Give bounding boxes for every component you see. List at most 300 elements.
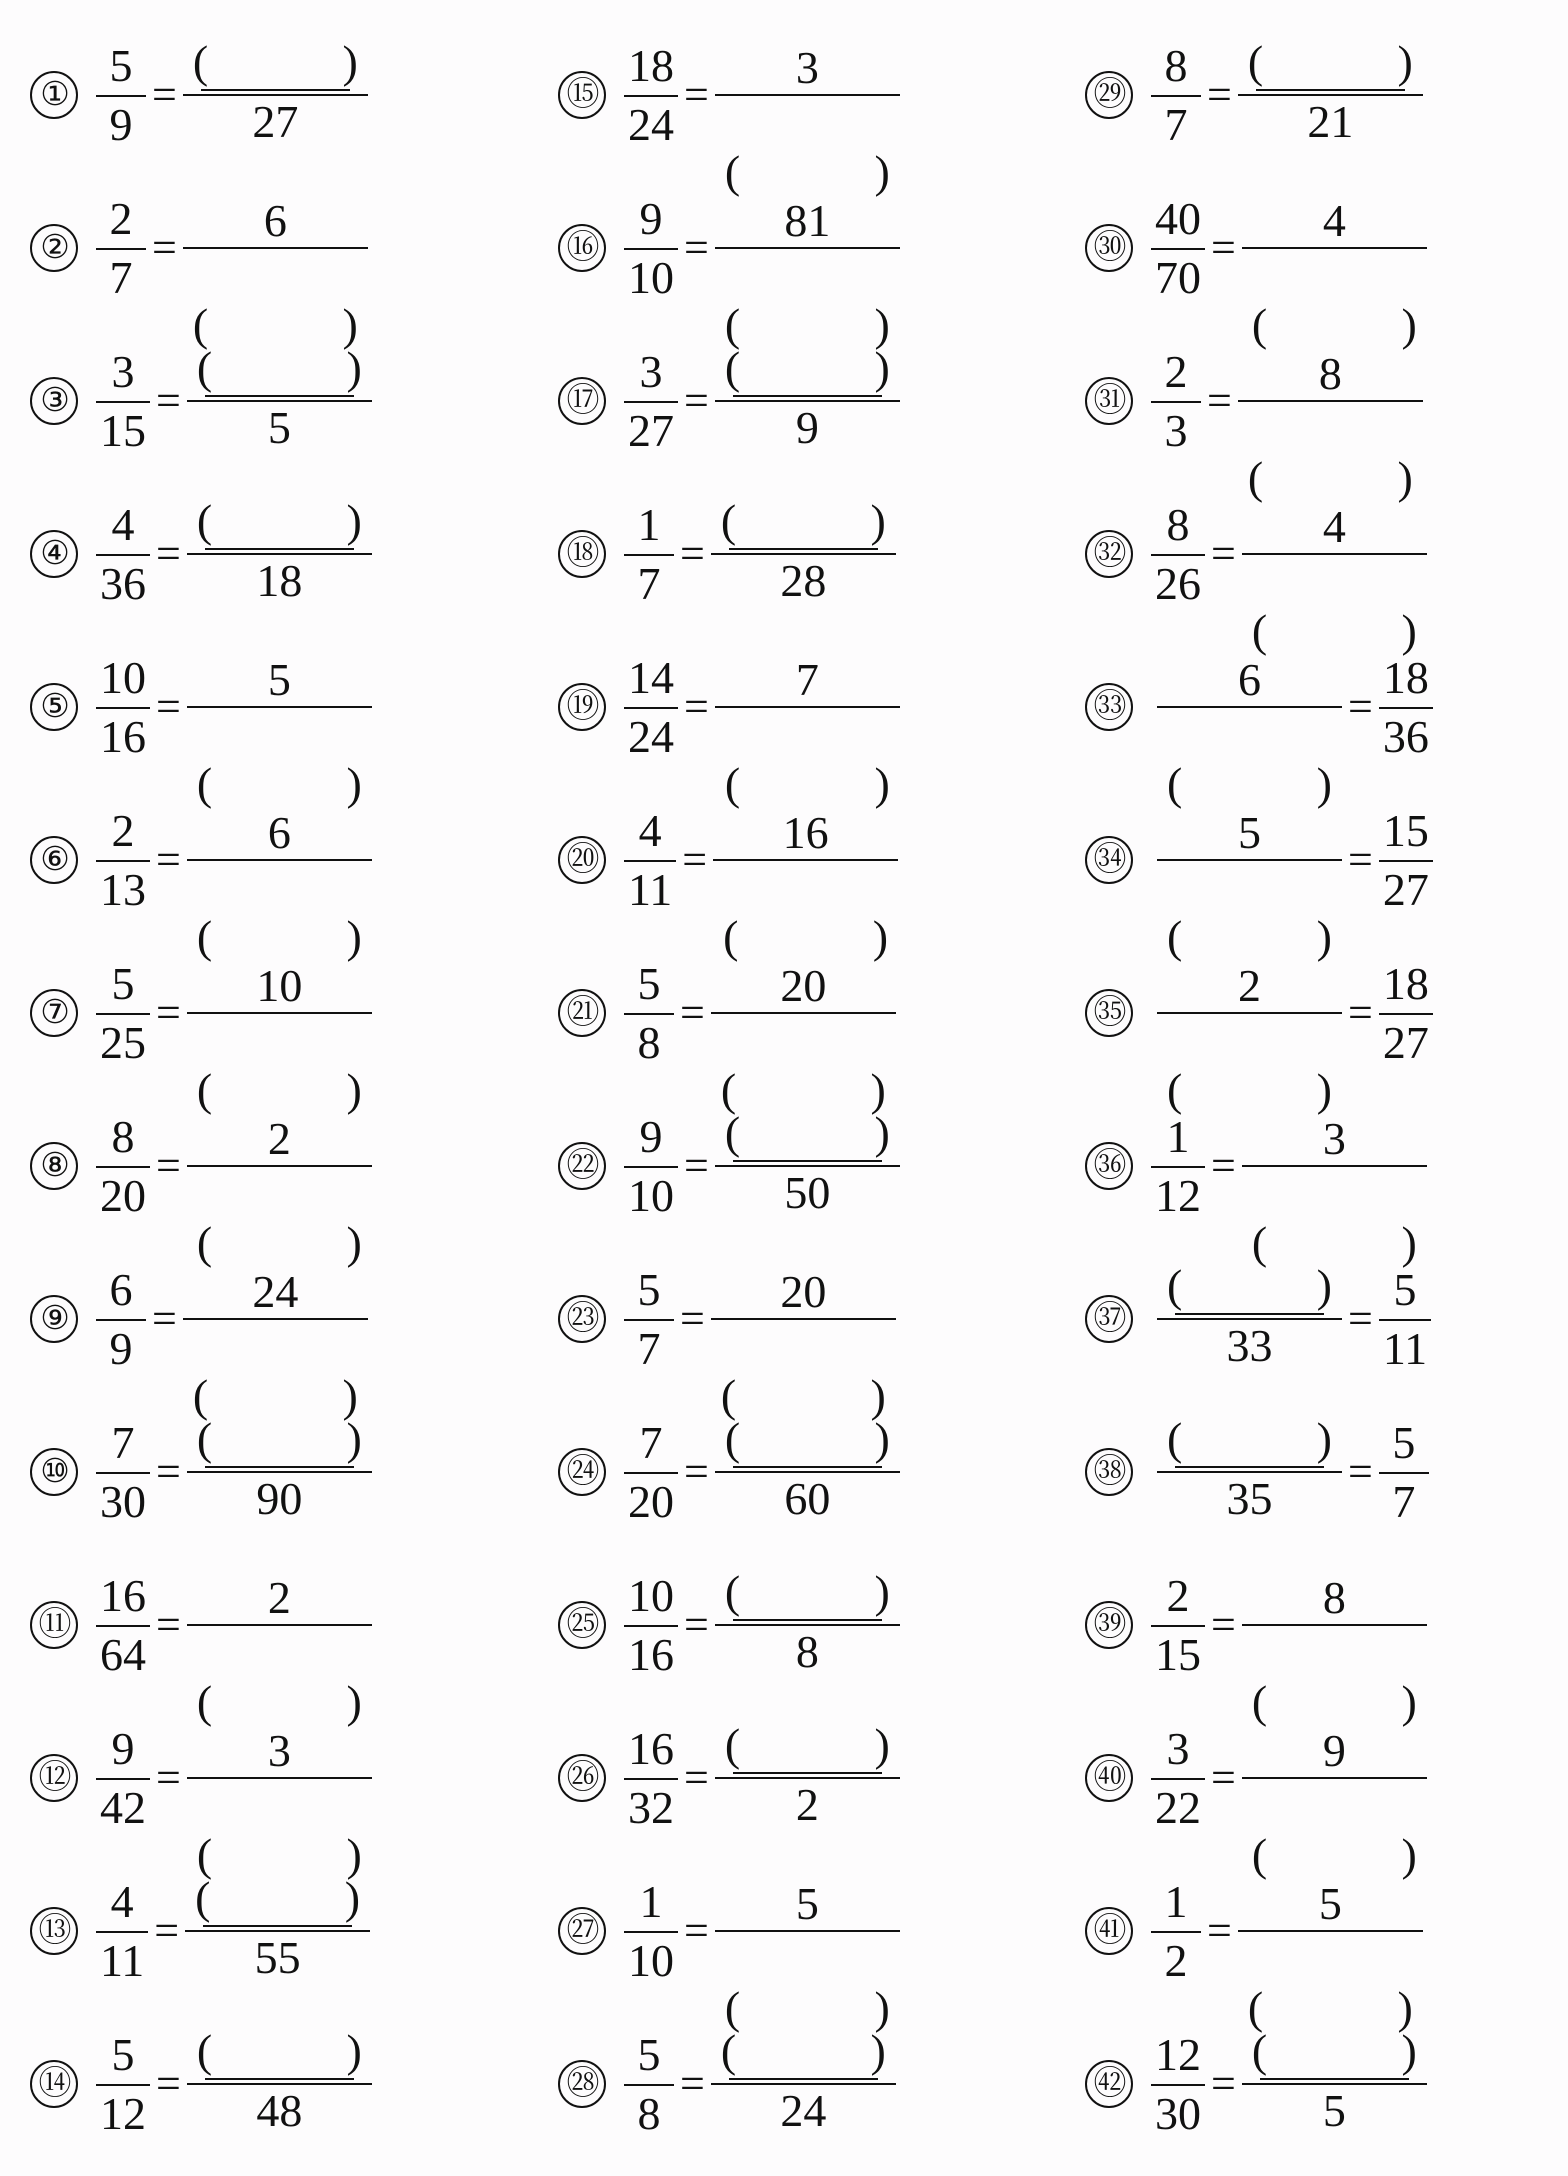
fraction-bar bbox=[187, 859, 372, 861]
problem-8 bbox=[30, 1101, 510, 1268]
problem-32 bbox=[1085, 489, 1565, 656]
close-paren: ) bbox=[342, 36, 358, 87]
open-paren: ( bbox=[724, 1413, 741, 1464]
known-denominator: 50 bbox=[784, 1167, 831, 1218]
known-numerator: 3 bbox=[267, 1725, 291, 1776]
given-numerator: 3 bbox=[639, 345, 663, 397]
fraction-bar bbox=[96, 1778, 150, 1780]
equals-sign: = bbox=[1211, 1753, 1236, 1802]
given-fraction bbox=[624, 1722, 678, 1833]
open-paren: ( bbox=[196, 1829, 213, 1880]
fraction-bar bbox=[1151, 2084, 1205, 2086]
close-paren: ) bbox=[346, 1217, 362, 1268]
problem-25 bbox=[558, 1560, 1038, 1690]
open-paren: ( bbox=[1247, 452, 1264, 503]
fraction-bar bbox=[1238, 1930, 1423, 1932]
problem-30 bbox=[1085, 183, 1565, 350]
problem-number: ⑱ bbox=[558, 530, 606, 578]
problem-41 bbox=[1085, 1866, 1565, 2033]
known-denominator: 27 bbox=[252, 96, 299, 147]
fraction-bar bbox=[624, 1778, 678, 1780]
fraction-bar bbox=[1379, 1319, 1431, 1321]
answer-fraction bbox=[1157, 645, 1342, 809]
blank-underline bbox=[205, 548, 354, 550]
answer-fraction bbox=[715, 1563, 900, 1687]
open-paren: ( bbox=[1167, 758, 1183, 809]
problem-number: ⑯ bbox=[558, 224, 606, 272]
close-paren: ) bbox=[1316, 1413, 1332, 1464]
fraction-bar bbox=[624, 248, 678, 250]
known-numerator: 2 bbox=[267, 1572, 291, 1623]
problem-number: ㊴ bbox=[1085, 1601, 1133, 1649]
equals-sign: = bbox=[1207, 70, 1232, 119]
equals-sign: = bbox=[156, 2059, 181, 2108]
fraction-bar bbox=[183, 247, 368, 249]
given-numerator: 4 bbox=[638, 804, 662, 856]
problem-4 bbox=[30, 489, 510, 619]
given-fraction bbox=[1151, 1875, 1201, 1986]
fraction-bar bbox=[624, 1013, 674, 1015]
open-paren: ( bbox=[196, 1217, 213, 1268]
answer-fraction bbox=[1238, 339, 1423, 503]
close-paren: ) bbox=[1316, 758, 1332, 809]
known-denominator: 24 bbox=[780, 2085, 827, 2136]
open-paren: ( bbox=[192, 299, 209, 350]
close-paren: ) bbox=[1401, 1676, 1417, 1727]
answer-fraction bbox=[187, 1410, 372, 1534]
close-paren: ) bbox=[346, 911, 362, 962]
problem-21 bbox=[558, 948, 1038, 1115]
given-fraction bbox=[1151, 1110, 1205, 1221]
blank-underline bbox=[1260, 2078, 1409, 2080]
given-numerator: 5 bbox=[1393, 1263, 1417, 1315]
known-numerator: 10 bbox=[256, 960, 303, 1011]
answer-fraction bbox=[187, 1716, 372, 1880]
problem-number: ① bbox=[30, 71, 78, 119]
problem-number: ㊲ bbox=[1085, 1295, 1133, 1343]
fraction-bar bbox=[715, 1930, 900, 1932]
known-numerator: 16 bbox=[782, 807, 829, 858]
open-paren: ( bbox=[192, 1370, 209, 1421]
known-numerator: 20 bbox=[780, 960, 827, 1011]
close-paren: ) bbox=[1401, 1829, 1417, 1880]
close-paren: ) bbox=[346, 342, 362, 393]
close-paren: ) bbox=[344, 1872, 361, 1923]
open-paren: ( bbox=[724, 1719, 741, 1770]
open-paren: ( bbox=[724, 342, 741, 393]
known-denominator: 60 bbox=[784, 1473, 831, 1524]
known-numerator: 5 bbox=[795, 1878, 819, 1929]
equals-sign: = bbox=[152, 223, 177, 272]
equals-sign: = bbox=[684, 376, 709, 425]
close-paren: ) bbox=[346, 2025, 362, 2076]
given-numerator: 4 bbox=[110, 1875, 134, 1927]
given-numerator: 16 bbox=[100, 1569, 146, 1621]
given-fraction bbox=[624, 1110, 678, 1221]
problem-number: ⑦ bbox=[30, 989, 78, 1037]
blank-underline bbox=[729, 2078, 878, 2080]
fraction-bar bbox=[96, 554, 150, 556]
problem-28 bbox=[558, 2019, 1038, 2149]
answer-fraction bbox=[183, 33, 368, 157]
open-paren: ( bbox=[724, 299, 741, 350]
answer-fraction bbox=[715, 645, 900, 809]
close-paren: ) bbox=[346, 758, 362, 809]
open-paren: ( bbox=[1247, 36, 1264, 87]
problem-number: ㉓ bbox=[558, 1295, 606, 1343]
problem-15 bbox=[558, 30, 1038, 197]
problem-number: ⑥ bbox=[30, 836, 78, 884]
given-denominator: 3 bbox=[1164, 404, 1188, 456]
given-denominator: 25 bbox=[100, 1016, 146, 1068]
fraction-bar bbox=[715, 706, 900, 708]
equals-sign: = bbox=[680, 988, 705, 1037]
equals-sign: = bbox=[156, 376, 181, 425]
answer-fraction bbox=[715, 1104, 900, 1228]
equals-sign: = bbox=[156, 529, 181, 578]
problem-number: ⑧ bbox=[30, 1142, 78, 1190]
problem-10 bbox=[30, 1407, 510, 1537]
fraction-bar bbox=[96, 1931, 148, 1933]
fraction-bar bbox=[1379, 1472, 1429, 1474]
problem-number: ㊶ bbox=[1085, 1907, 1133, 1955]
given-denominator: 10 bbox=[628, 1934, 674, 1986]
given-numerator: 9 bbox=[111, 1722, 135, 1774]
equals-sign: = bbox=[154, 1906, 180, 1955]
answer-fraction bbox=[187, 951, 372, 1115]
equals-sign: = bbox=[152, 1294, 177, 1343]
answer-fraction bbox=[187, 1104, 372, 1268]
problem-number: ⑬ bbox=[30, 1907, 78, 1955]
close-paren: ) bbox=[870, 2025, 886, 2076]
problem-number: ③ bbox=[30, 377, 78, 425]
problem-14 bbox=[30, 2019, 510, 2149]
close-paren: ) bbox=[874, 1566, 890, 1617]
given-numerator: 2 bbox=[1164, 345, 1188, 397]
open-paren: ( bbox=[724, 758, 741, 809]
fraction-bar bbox=[1379, 860, 1433, 862]
given-denominator: 7 bbox=[109, 251, 133, 303]
answer-fraction bbox=[185, 1869, 370, 1993]
equals-sign: = bbox=[684, 1141, 709, 1190]
given-fraction bbox=[624, 1569, 678, 1680]
problem-1 bbox=[30, 30, 510, 160]
problem-number: ㉚ bbox=[1085, 224, 1133, 272]
given-denominator: 16 bbox=[628, 1628, 674, 1680]
equals-sign: = bbox=[1211, 1600, 1236, 1649]
fraction-bar bbox=[1151, 1778, 1205, 1780]
given-fraction bbox=[1379, 651, 1433, 762]
answer-fraction bbox=[183, 1257, 368, 1421]
given-fraction bbox=[624, 957, 674, 1068]
given-numerator: 2 bbox=[111, 804, 135, 856]
fraction-bar bbox=[624, 95, 678, 97]
given-denominator: 12 bbox=[1155, 1169, 1201, 1221]
known-numerator: 2 bbox=[267, 1113, 291, 1164]
fraction-bar bbox=[1379, 1013, 1433, 1015]
given-fraction bbox=[96, 804, 150, 915]
given-denominator: 16 bbox=[100, 710, 146, 762]
given-numerator: 5 bbox=[1392, 1416, 1416, 1468]
fraction-bar bbox=[187, 1012, 372, 1014]
problem-13 bbox=[30, 1866, 510, 1996]
given-denominator: 11 bbox=[1382, 1322, 1428, 1374]
given-numerator: 18 bbox=[1382, 957, 1429, 1009]
problem-26 bbox=[558, 1713, 1038, 1843]
given-fraction bbox=[1151, 39, 1201, 150]
given-denominator: 11 bbox=[100, 1934, 145, 1986]
known-numerator: 3 bbox=[1322, 1113, 1346, 1164]
blank-underline bbox=[729, 548, 878, 550]
given-denominator: 7 bbox=[637, 1322, 661, 1374]
problem-number: ⑰ bbox=[558, 377, 606, 425]
given-fraction bbox=[1379, 804, 1433, 915]
given-fraction bbox=[624, 2028, 674, 2139]
fraction-bar bbox=[1242, 1624, 1427, 1626]
open-paren: ( bbox=[720, 495, 737, 546]
fraction-bar bbox=[187, 1165, 372, 1167]
problem-17 bbox=[558, 336, 1038, 466]
given-denominator: 70 bbox=[1155, 251, 1201, 303]
open-paren: ( bbox=[1167, 1260, 1183, 1311]
given-numerator: 2 bbox=[1166, 1569, 1190, 1621]
given-numerator: 7 bbox=[111, 1416, 135, 1468]
open-paren: ( bbox=[196, 342, 213, 393]
given-fraction bbox=[1379, 1416, 1429, 1527]
known-numerator: 5 bbox=[1238, 807, 1261, 858]
problem-36 bbox=[1085, 1101, 1565, 1268]
known-numerator: 6 bbox=[267, 807, 291, 858]
equals-sign: = bbox=[684, 1600, 709, 1649]
given-numerator: 1 bbox=[1164, 1875, 1188, 1927]
fraction-bar bbox=[715, 247, 900, 249]
given-fraction bbox=[624, 1875, 678, 1986]
given-numerator: 5 bbox=[109, 39, 133, 91]
fraction-bar bbox=[1157, 706, 1342, 708]
open-paren: ( bbox=[196, 1064, 213, 1115]
problem-number: ㉑ bbox=[558, 989, 606, 1037]
fraction-bar bbox=[96, 248, 146, 250]
blank-underline bbox=[1175, 1466, 1324, 1468]
open-paren: ( bbox=[1251, 299, 1268, 350]
equals-sign: = bbox=[156, 988, 181, 1037]
given-numerator: 5 bbox=[111, 957, 135, 1009]
problem-number: ② bbox=[30, 224, 78, 272]
known-denominator: 55 bbox=[254, 1932, 301, 1983]
close-paren: ) bbox=[874, 299, 890, 350]
given-numerator: 9 bbox=[639, 1110, 663, 1162]
fraction-bar bbox=[624, 1931, 678, 1933]
close-paren: ) bbox=[346, 1064, 362, 1115]
known-numerator: 4 bbox=[1322, 195, 1346, 246]
problem-38 bbox=[1085, 1407, 1565, 1537]
given-numerator: 3 bbox=[111, 345, 135, 397]
given-numerator: 16 bbox=[628, 1722, 674, 1774]
equals-sign: = bbox=[1207, 376, 1232, 425]
known-numerator: 2 bbox=[1238, 960, 1261, 1011]
answer-fraction bbox=[187, 798, 372, 962]
given-numerator: 6 bbox=[109, 1263, 133, 1315]
equals-sign: = bbox=[152, 70, 177, 119]
problem-22 bbox=[558, 1101, 1038, 1231]
problem-23 bbox=[558, 1254, 1038, 1421]
equals-sign: = bbox=[1348, 988, 1373, 1037]
fraction-bar bbox=[1238, 400, 1423, 402]
answer-fraction bbox=[1157, 1410, 1342, 1534]
given-numerator: 1 bbox=[637, 498, 661, 550]
close-paren: ) bbox=[346, 1829, 362, 1880]
problem-number: ㉞ bbox=[1085, 836, 1133, 884]
answer-fraction bbox=[187, 339, 372, 463]
given-fraction bbox=[96, 1569, 150, 1680]
fraction-bar bbox=[96, 1013, 150, 1015]
problem-number: ⑤ bbox=[30, 683, 78, 731]
problem-11 bbox=[30, 1560, 510, 1727]
given-numerator: 5 bbox=[637, 2028, 661, 2080]
known-numerator: 7 bbox=[795, 654, 819, 705]
answer-fraction bbox=[1157, 798, 1342, 962]
problem-number: ㉛ bbox=[1085, 377, 1133, 425]
problem-40 bbox=[1085, 1713, 1565, 1880]
close-paren: ) bbox=[874, 1413, 890, 1464]
answer-fraction bbox=[187, 1563, 372, 1727]
problem-number: ㉖ bbox=[558, 1754, 606, 1802]
given-fraction bbox=[1151, 1722, 1205, 1833]
answer-fraction bbox=[711, 1257, 896, 1421]
answer-fraction bbox=[1238, 33, 1423, 157]
problem-number: ⑲ bbox=[558, 683, 606, 731]
known-denominator: 48 bbox=[256, 2085, 303, 2136]
problem-7 bbox=[30, 948, 510, 1115]
given-denominator: 8 bbox=[637, 2087, 661, 2139]
given-numerator: 3 bbox=[1166, 1722, 1190, 1774]
fraction-bar bbox=[1151, 95, 1201, 97]
equals-sign: = bbox=[156, 682, 181, 731]
close-paren: ) bbox=[1316, 1260, 1332, 1311]
equals-sign: = bbox=[156, 835, 181, 884]
given-fraction bbox=[624, 804, 676, 915]
given-numerator: 9 bbox=[639, 192, 663, 244]
answer-fraction bbox=[715, 186, 900, 350]
open-paren: ( bbox=[724, 1982, 741, 2033]
problem-number: ㉘ bbox=[558, 2060, 606, 2108]
close-paren: ) bbox=[1401, 1217, 1417, 1268]
given-numerator: 8 bbox=[1166, 498, 1190, 550]
problem-number: ⑳ bbox=[558, 836, 606, 884]
blank-underline bbox=[733, 395, 882, 397]
answer-fraction bbox=[711, 951, 896, 1115]
equals-sign: = bbox=[684, 682, 709, 731]
equals-sign: = bbox=[684, 223, 709, 272]
fraction-bar bbox=[1151, 1166, 1205, 1168]
given-fraction bbox=[624, 651, 678, 762]
fraction-bar bbox=[711, 1318, 896, 1320]
open-paren: ( bbox=[1247, 1982, 1264, 2033]
answer-fraction bbox=[1238, 1869, 1423, 2033]
open-paren: ( bbox=[1167, 1064, 1183, 1115]
close-paren: ) bbox=[1401, 2025, 1417, 2076]
problem-number: ㉕ bbox=[558, 1601, 606, 1649]
equals-sign: = bbox=[156, 1141, 181, 1190]
fraction-bar bbox=[1151, 401, 1201, 403]
close-paren: ) bbox=[870, 1370, 886, 1421]
given-fraction bbox=[1379, 1263, 1431, 1374]
close-paren: ) bbox=[346, 1413, 362, 1464]
answer-fraction bbox=[711, 492, 896, 616]
given-denominator: 42 bbox=[100, 1781, 146, 1833]
answer-fraction bbox=[715, 1716, 900, 1840]
problem-number: ㉙ bbox=[1085, 71, 1133, 119]
problem-number: ㉔ bbox=[558, 1448, 606, 1496]
fraction-bar bbox=[1157, 1012, 1342, 1014]
equals-sign: = bbox=[156, 1447, 181, 1496]
known-numerator: 6 bbox=[1238, 654, 1261, 705]
given-fraction bbox=[96, 957, 150, 1068]
known-denominator: 8 bbox=[795, 1626, 819, 1677]
open-paren: ( bbox=[192, 36, 209, 87]
given-denominator: 10 bbox=[628, 1169, 674, 1221]
known-denominator: 90 bbox=[256, 1473, 303, 1524]
given-numerator: 40 bbox=[1155, 192, 1201, 244]
equals-sign: = bbox=[680, 2059, 705, 2108]
close-paren: ) bbox=[342, 299, 358, 350]
given-denominator: 30 bbox=[1155, 2087, 1201, 2139]
problem-19 bbox=[558, 642, 1038, 809]
answer-fraction bbox=[187, 2022, 372, 2146]
fraction-bar bbox=[624, 554, 674, 556]
close-paren: ) bbox=[874, 1107, 890, 1158]
fraction-bar bbox=[711, 1012, 896, 1014]
given-denominator: 64 bbox=[100, 1628, 146, 1680]
problem-37 bbox=[1085, 1254, 1565, 1384]
known-denominator: 21 bbox=[1307, 96, 1354, 147]
problem-number: ⑪ bbox=[30, 1601, 78, 1649]
close-paren: ) bbox=[870, 1064, 886, 1115]
problem-number: ⑭ bbox=[30, 2060, 78, 2108]
open-paren: ( bbox=[196, 1413, 213, 1464]
known-numerator: 3 bbox=[795, 42, 819, 93]
given-fraction bbox=[96, 345, 150, 456]
open-paren: ( bbox=[1251, 605, 1268, 656]
blank-underline bbox=[205, 395, 354, 397]
problem-number: ④ bbox=[30, 530, 78, 578]
blank-underline bbox=[733, 1160, 882, 1162]
given-numerator: 7 bbox=[639, 1416, 663, 1468]
known-numerator: 5 bbox=[1318, 1878, 1342, 1929]
given-fraction bbox=[96, 39, 146, 150]
given-numerator: 12 bbox=[1155, 2028, 1201, 2080]
open-paren: ( bbox=[196, 911, 213, 962]
answer-fraction bbox=[187, 492, 372, 616]
problem-18 bbox=[558, 489, 1038, 619]
known-numerator: 5 bbox=[267, 654, 291, 705]
given-numerator: 1 bbox=[1166, 1110, 1190, 1162]
given-fraction bbox=[1151, 2028, 1205, 2139]
problem-12 bbox=[30, 1713, 510, 1880]
equals-sign: = bbox=[684, 1906, 709, 1955]
given-denominator: 24 bbox=[628, 98, 674, 150]
fraction-bar bbox=[713, 859, 898, 861]
given-numerator: 18 bbox=[628, 39, 674, 91]
fraction-bar bbox=[1157, 859, 1342, 861]
blank-underline bbox=[733, 1619, 882, 1621]
given-denominator: 26 bbox=[1155, 557, 1201, 609]
fraction-bar bbox=[1151, 248, 1205, 250]
open-paren: ( bbox=[1167, 1413, 1183, 1464]
open-paren: ( bbox=[723, 911, 739, 962]
equals-sign: = bbox=[1348, 682, 1373, 731]
fraction-bar bbox=[1242, 247, 1427, 249]
